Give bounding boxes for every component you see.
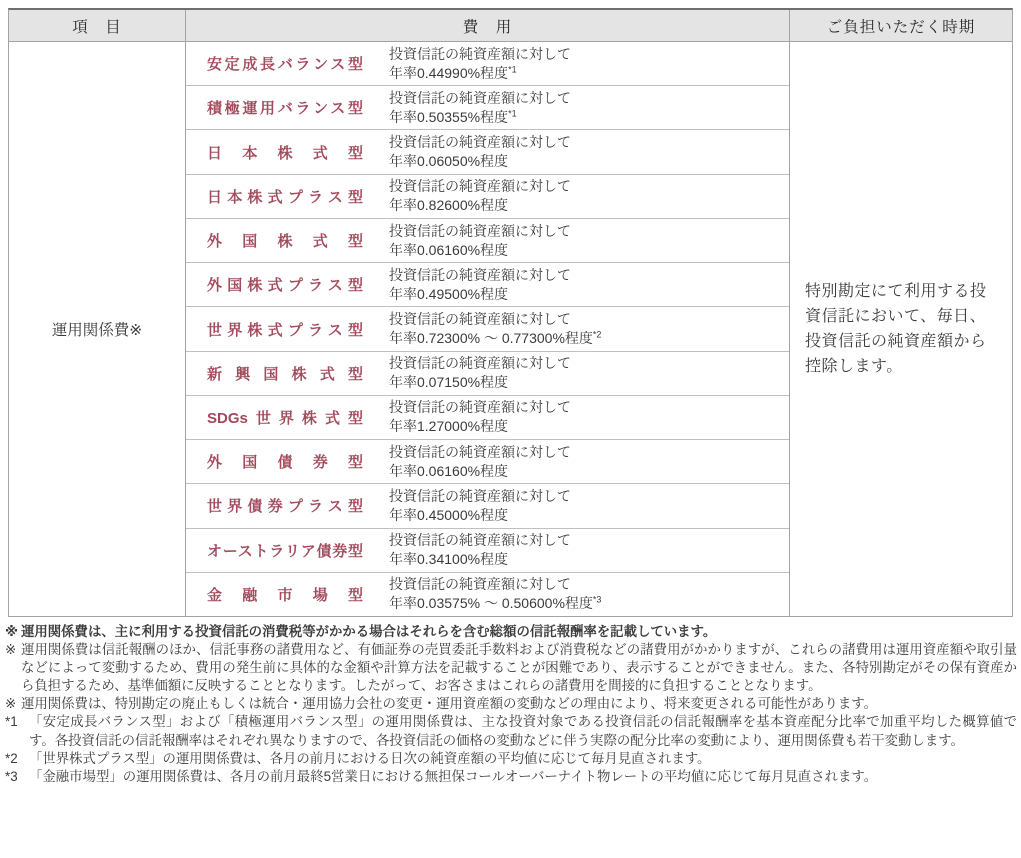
fee-intro-line: 投資信託の純資産額に対して: [389, 532, 571, 549]
footnote-marker: *3: [5, 768, 18, 784]
fund-type-label: オーストラリア債券型: [207, 542, 363, 560]
fund-type-label: 外国株式型: [207, 233, 363, 251]
fund-type-label: 積極運用バランス型: [207, 100, 363, 118]
fund-type-label: 金融市場型: [207, 586, 363, 604]
fund-type-label: 日本株式プラス型: [207, 188, 363, 206]
fund-type-label: 新興国株式型: [207, 365, 363, 383]
fee-rate-value: 年率0.34100%程度: [389, 551, 509, 568]
timing-cell: 特別勘定にて利用する投資信託において、毎日、投資信託の純資産額から控除します。: [805, 283, 987, 375]
fee-description: [389, 310, 789, 348]
fee-table-row: [186, 484, 789, 528]
fee-rate-value: 年率0.06050%程度: [389, 153, 509, 170]
footnote: [5, 623, 1017, 641]
header-cell-item: 項 目: [9, 10, 186, 41]
footnote-ref: *1: [508, 108, 517, 119]
fee-rows: [186, 42, 790, 616]
fee-rate-value: 年率0.49500%程度: [389, 285, 509, 302]
fund-type-label: 世界株式プラス型: [207, 321, 363, 339]
fee-rate-value: 年率0.45000%程度: [389, 506, 509, 523]
fee-intro-line: 投資信託の純資産額に対して: [389, 399, 571, 416]
fee-table-row: [186, 175, 789, 219]
footnote-text: 「金融市場型」の運用関係費は、各月の前月最終5営業日における無担保コールオーバーナイト物レートの平均値に応じて毎月見直されます。: [29, 768, 878, 784]
fee-rate-value: 年率0.82600%程度: [389, 197, 509, 214]
fee-description: [389, 45, 789, 83]
fee-intro-line: 投資信託の純資産額に対して: [389, 311, 571, 328]
fee-table-row: [186, 529, 789, 573]
footnote-text: 「世界株式プラス型」の運用関係費は、各月の前月における日次の純資産額の平均値に応じて毎月見直されます。: [29, 750, 711, 766]
fee-table-row: [186, 130, 789, 174]
fund-type-label: 安定成長バランス型: [207, 56, 363, 74]
fund-type-label: 世界債券プラス型: [207, 498, 363, 516]
footnote-ref: *3: [592, 594, 602, 605]
fee-table-row: [186, 573, 789, 616]
fee-rate-value: 年率0.44990%程度: [389, 64, 509, 81]
footnote-text: 「安定成長バランス型」および「積極運用バランス型」の運用関係費は、主な投資対象である投資信託の信託報酬率を基本資産配分比率で加重平均した概算値です。各投資信託の信託報酬率はそれぞれ異なりますので、各投資信託の価格の変動などに伴う実際の配分比率の変動により、運用関係費も若干変動します。: [29, 714, 1017, 748]
fee-description: [389, 266, 789, 304]
fee-rate-value: 年率1.27000%程度: [389, 418, 509, 435]
fee-rate-value: 年率0.07150%程度: [389, 374, 509, 391]
footnote: [5, 695, 1017, 713]
fee-rate-value: 年率0.06160%程度: [389, 241, 509, 258]
footnote: [5, 641, 1017, 695]
footnote-text: 運用関係費は信託報酬のほか、信託事務の諸費用など、有価証券の売買委託手数料および消費税などの諸費用がかかりますが、これらの諸費用は運用資産額や取引量などによって変動するため、費用の発生前に具体的な金額や計算方法を記載することが困難であり、表示することができません。また、各特別勘定がその保有資産から負担するため、基準価額に反映することとなります。したがって、お客さまはこれらの諸費用を間接的に負担することとなります。: [21, 642, 1017, 694]
fee-table-row: [186, 307, 789, 351]
fee-intro-line: 投資信託の純資産額に対して: [389, 89, 571, 106]
fee-rate-value: 年率0.06160%程度: [389, 462, 509, 479]
fee-description: [389, 575, 789, 613]
fee-intro-line: 投資信託の純資産額に対して: [389, 487, 571, 504]
fee-description: [389, 133, 789, 171]
fee-table-body: [9, 42, 1012, 616]
footnote-marker: ※: [5, 696, 17, 712]
footnotes: [5, 623, 1017, 786]
fee-intro-line: 投資信託の純資産額に対して: [389, 443, 571, 460]
fee-intro-line: 投資信託の純資産額に対して: [389, 355, 571, 372]
footnote-marker: ※: [5, 624, 19, 639]
fee-description: [389, 398, 789, 436]
footnote-marker: *2: [5, 750, 18, 766]
fee-table-row: [186, 42, 789, 86]
fee-intro-line: 投資信託の純資産額に対して: [389, 178, 571, 195]
fund-type-label: SDGs世界株式型: [207, 409, 363, 427]
fee-description: [389, 177, 789, 215]
fee-description: [389, 531, 789, 569]
fee-table-row: [186, 440, 789, 484]
fee-table-row: [186, 352, 789, 396]
footnote: [5, 713, 1017, 749]
fund-type-label: 外国株式プラス型: [207, 277, 363, 295]
fee-description: [389, 222, 789, 260]
fee-description: [389, 487, 789, 525]
fee-table-row: [186, 219, 789, 263]
fee-table-row: [186, 263, 789, 307]
fee-description: [389, 354, 789, 392]
fund-type-label: 日本株式型: [207, 144, 363, 162]
footnote-marker: *1: [5, 714, 18, 730]
fee-intro-line: 投資信託の純資産額に対して: [389, 134, 571, 151]
fee-intro-line: 投資信託の純資産額に対して: [389, 576, 571, 593]
header-cell-timing: ご負担いただく時期: [826, 18, 976, 36]
fee-table-header: [9, 10, 1012, 42]
footnote-ref: *1: [508, 63, 517, 74]
footnote-text: 運用関係費は、特別勘定の廃止もしくは統合・運用協力会社の変更・運用資産額の変動などの理由により、将来変更される可能性があります。: [21, 696, 877, 712]
fee-rate-value: 年率0.72300% ～ 0.77300%程度: [389, 330, 593, 347]
fee-rate-value: 年率0.03575% ～ 0.50600%程度: [389, 595, 593, 612]
footnote-marker: ※: [5, 642, 17, 658]
footnote-text: 運用関係費は、主に利用する投資信託の消費税等がかかる場合はそれらを含む総額の信託報酬率を記載しています。: [21, 624, 717, 639]
footnote: [5, 750, 1017, 768]
fee-intro-line: 投資信託の純資産額に対して: [389, 222, 571, 239]
item-cell: 運用関係費※: [9, 42, 186, 616]
fee-table-row: [186, 86, 789, 130]
fee-description: [389, 89, 789, 127]
fee-table-row: [186, 396, 789, 440]
fee-table: [8, 8, 1013, 617]
footnote: [5, 768, 1017, 786]
fund-type-label: 外国債券型: [207, 454, 363, 472]
fee-description: [389, 443, 789, 481]
header-cell-fee: 費 用: [186, 10, 790, 41]
fee-intro-line: 投資信託の純資産額に対して: [389, 45, 571, 62]
fee-intro-line: 投資信託の純資産額に対して: [389, 266, 571, 283]
fee-rate-value: 年率0.50355%程度: [389, 108, 509, 125]
footnote-ref: *2: [592, 329, 602, 340]
